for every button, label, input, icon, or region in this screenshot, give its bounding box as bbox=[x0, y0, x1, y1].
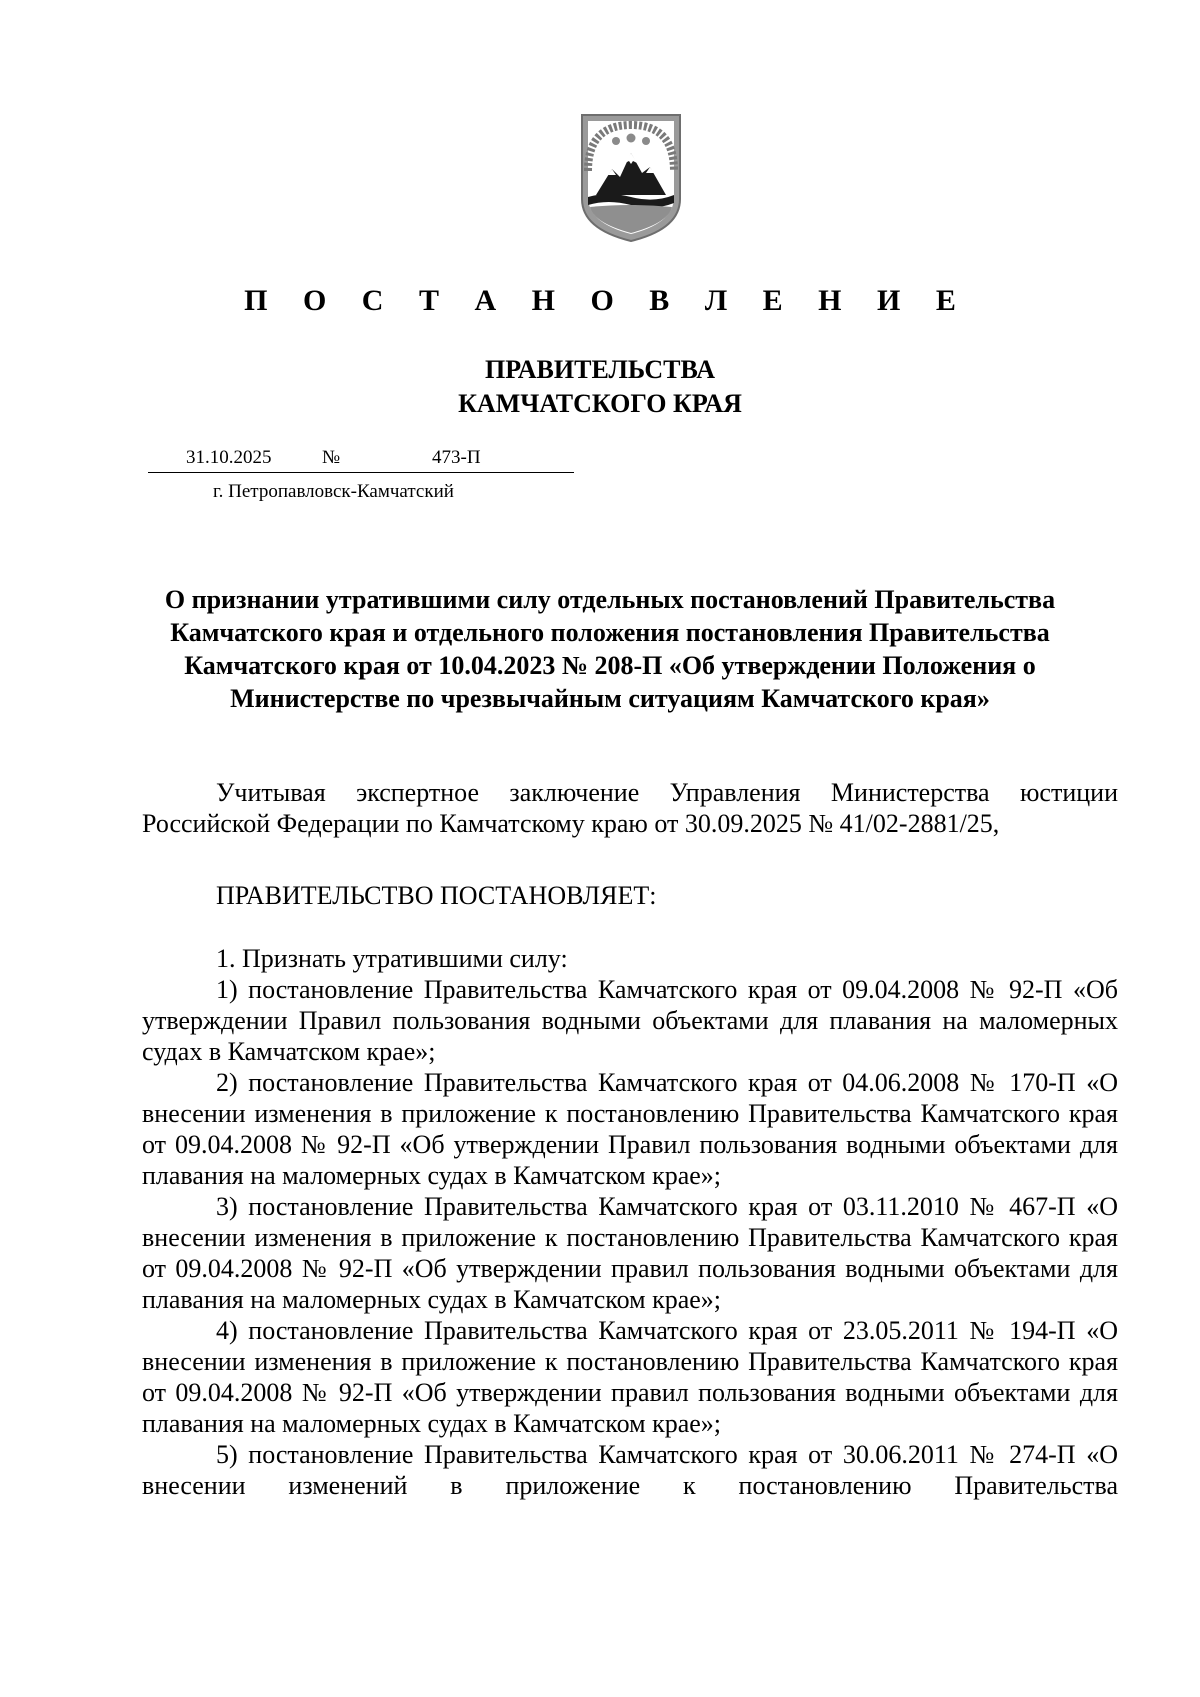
clause-list bbox=[142, 943, 1118, 1501]
intro-paragraph bbox=[142, 777, 1118, 839]
document-number: 473-П bbox=[432, 447, 481, 468]
clause-1: 1. Признать утратившими силу: bbox=[216, 944, 568, 973]
document-date: 31.10.2025 bbox=[186, 447, 272, 468]
kamchatka-coat-of-arms-emblem bbox=[578, 111, 684, 243]
city-label: г. Петропавловск-Камчатский bbox=[213, 481, 454, 502]
list-item: 3) постановление Правительства Камчатского края от 03.11.2010 № 467-П «О внесении изменения в приложение к постановлению Правительства Камчатского края от 09.04.2008 № 92-П «Об утверждении правил пользования водными объектами для плавания на маломерных судах в Камчатском крае»; bbox=[142, 1192, 1118, 1314]
document-heading: О признании утратившими силу отдельных постановлений Правительства Камчатского края и отдельного положения постановления Правительства Камчатского края от 10.04.2023 № 208-П «Об утверждении Положения о Министерстве по чрезвычайным ситуациям Камчатского края» bbox=[164, 585, 1056, 713]
list-item: 4) постановление Правительства Камчатского края от 23.05.2011 № 194-П «О внесении изменения в приложение к постановлению Правительства Камчатского края от 09.04.2008 № 92-П «Об утверждении правил пользования водными объектами для плавания на маломерных судах в Камчатском крае»; bbox=[142, 1316, 1118, 1438]
number-sign: № bbox=[322, 447, 341, 468]
list-item: 5) постановление Правительства Камчатского края от 30.06.2011 № 274-П «О внесении изменений в приложение к постановлению Правительства bbox=[142, 1440, 1118, 1500]
list-item: 1) постановление Правительства Камчатского края от 09.04.2008 № 92-П «Об утверждении Правил пользования водными объектами для плавания на маломерных судах в Камчатском крае»; bbox=[142, 975, 1118, 1066]
date-number-line bbox=[148, 446, 574, 473]
authority-line-1: ПРАВИТЕЛЬСТВА bbox=[485, 355, 715, 384]
authority-line-2: КАМЧАТСКОГО КРАЯ bbox=[458, 389, 742, 418]
decree-statement: ПРАВИТЕЛЬСТВО ПОСТАНОВЛЯЕТ: bbox=[216, 881, 657, 910]
intro-text: Учитывая экспертное заключение Управления Министерства юстиции Российской Федерации по Камчатскому краю от 30.09.2025 № 41/02-2881/25, bbox=[142, 778, 1118, 838]
list-item: 2) постановление Правительства Камчатского края от 04.06.2008 № 170-П «О внесении изменения в приложение к постановлению Правительства Камчатского края от 09.04.2008 № 92-П «Об утверждении Правил пользования водными объектами для плавания на маломерных судах в Камчатском крае»; bbox=[142, 1068, 1118, 1190]
document-type-title: П О С Т А Н О В Л Е Н И Е bbox=[244, 284, 970, 317]
